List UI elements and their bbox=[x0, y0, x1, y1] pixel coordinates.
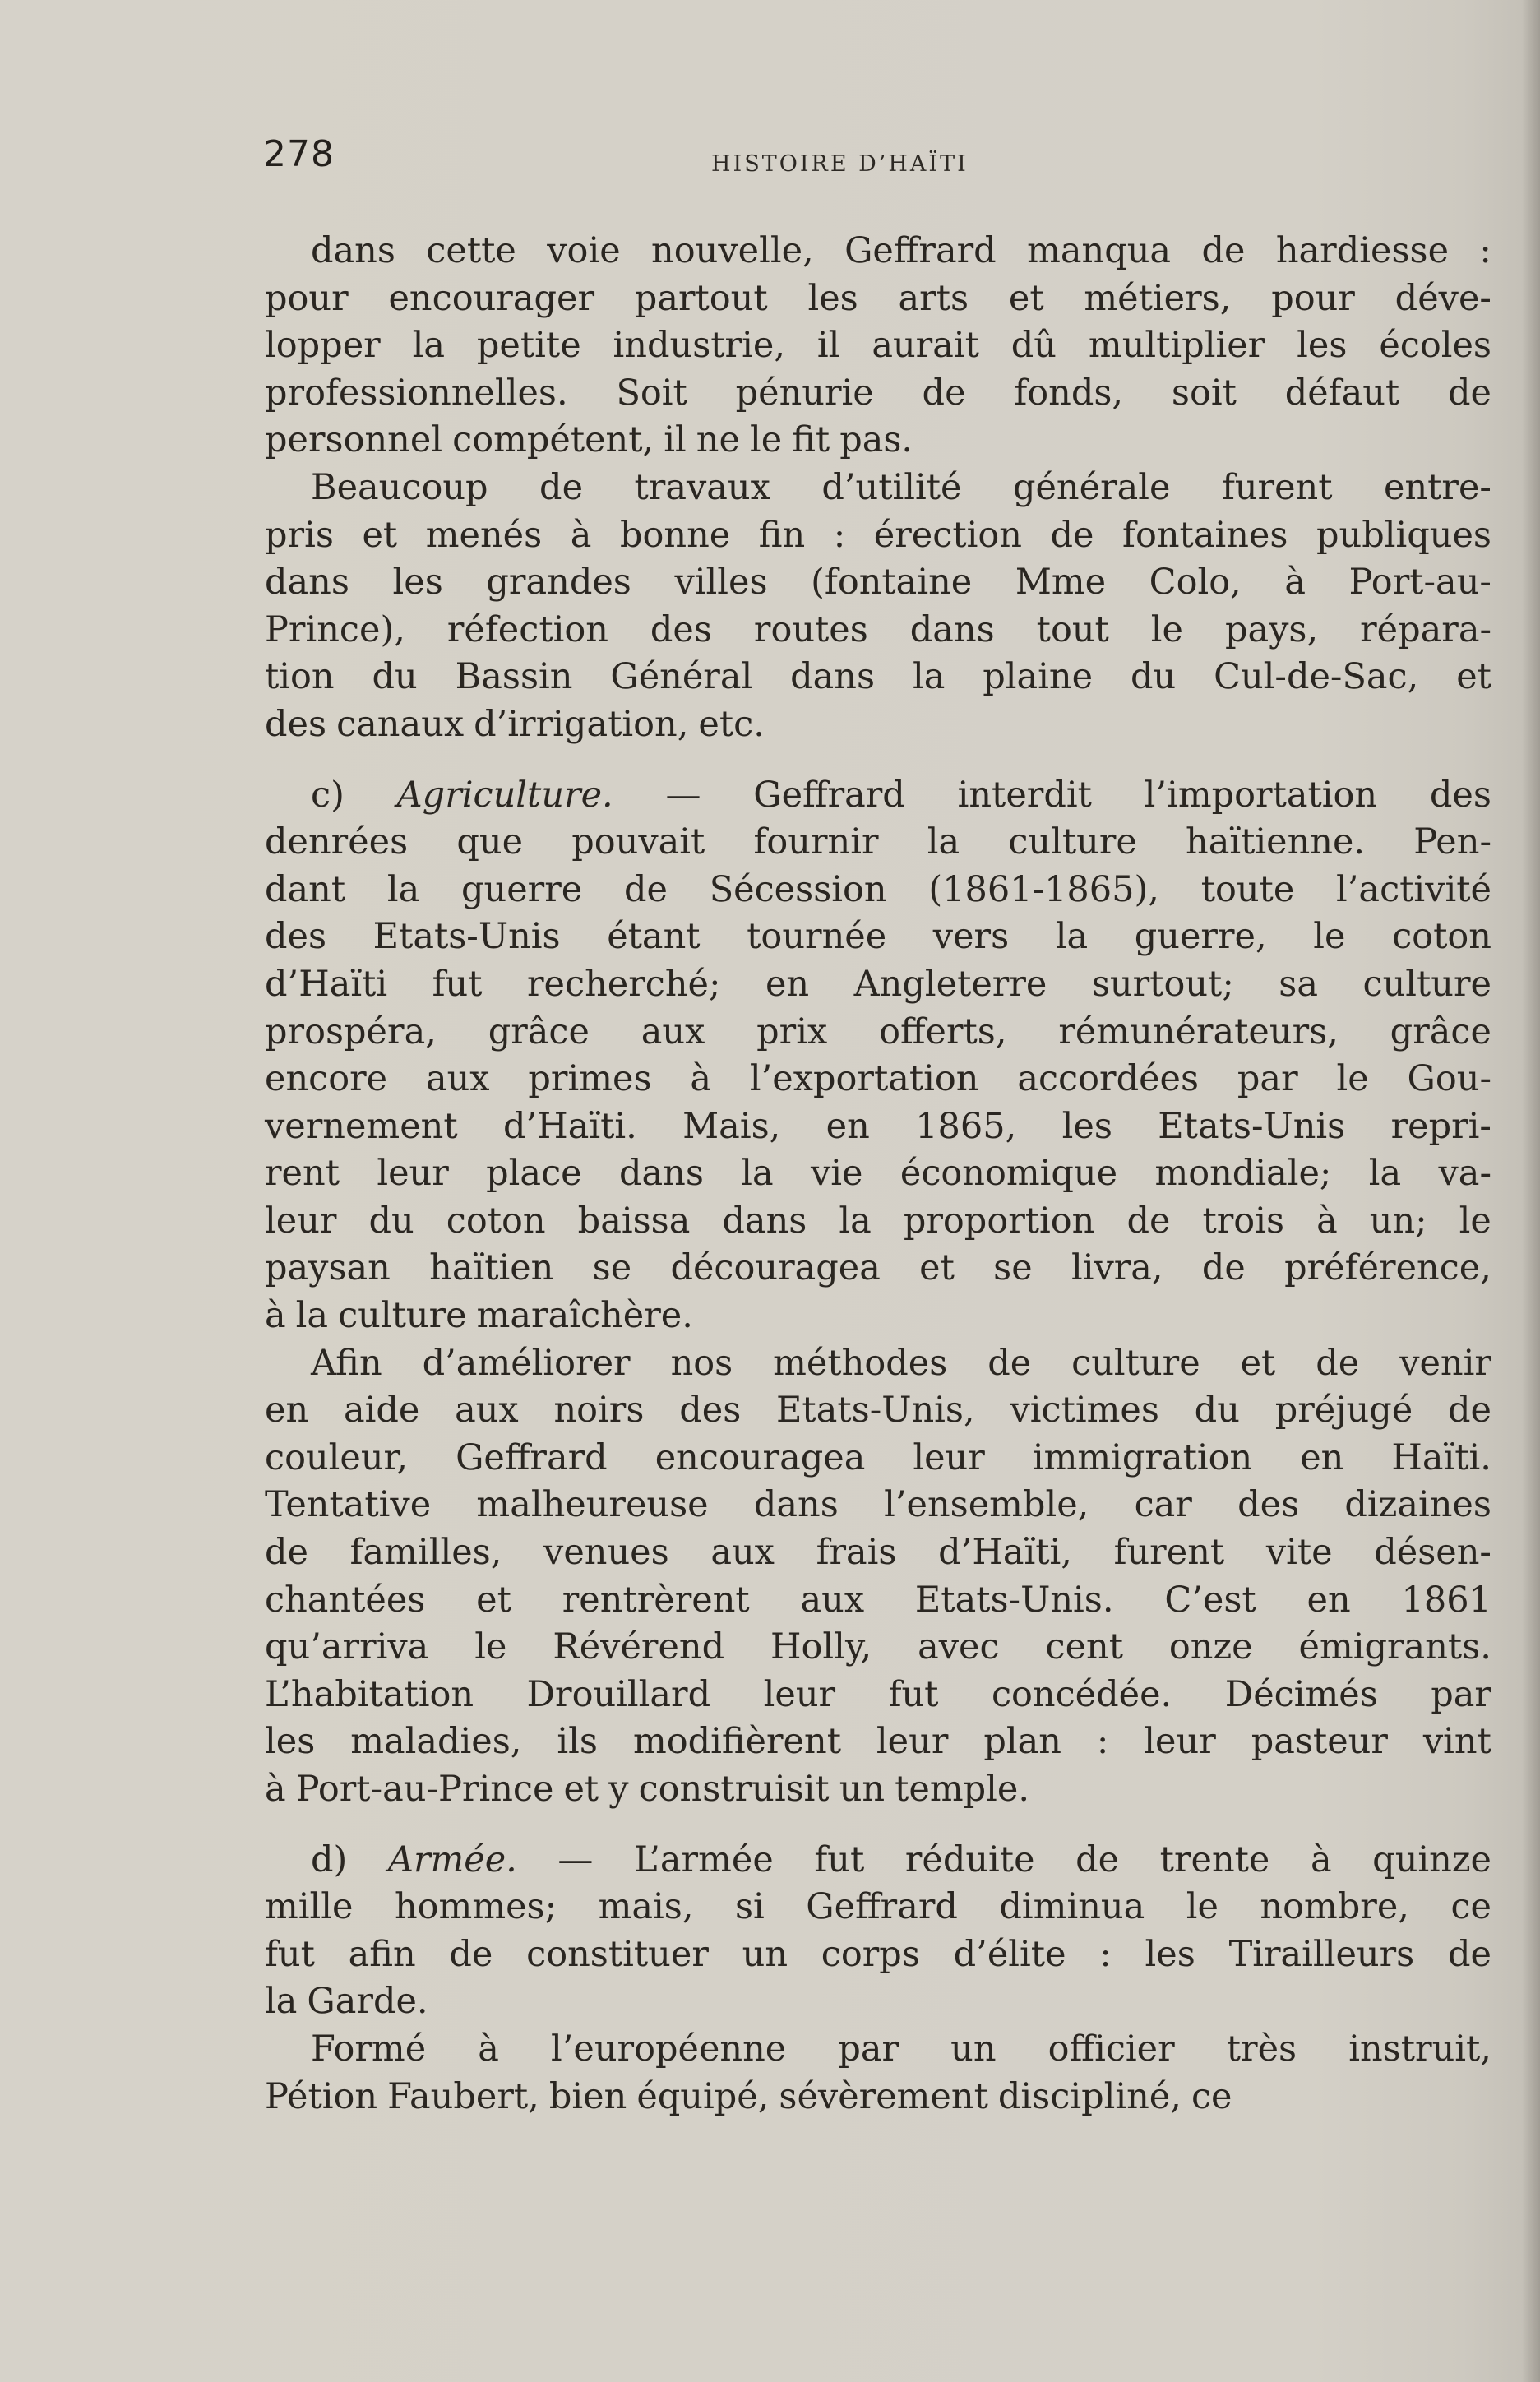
paragraph bbox=[265, 1340, 1491, 1814]
text-body bbox=[265, 228, 1491, 2121]
text-line: Prince), réfection des routes dans tout le pays, répara- bbox=[265, 608, 1491, 650]
section-label: d) bbox=[311, 1839, 348, 1880]
section-label: c) bbox=[311, 774, 345, 816]
text-line: lopper la petite industrie, il aurait dû multiplier les écoles bbox=[265, 325, 1491, 367]
text-line: Beaucoup de travaux d’utilité générale furent entre- bbox=[311, 466, 1491, 508]
text-line: d) Armée. — L’armée fut réduite de trente à quinze bbox=[265, 1837, 1491, 1885]
paragraph bbox=[265, 772, 1491, 1340]
text-line: Formé à l’européenne par un officier très instruit, bbox=[311, 2028, 1491, 2070]
text-line: vernement d’Haïti. Mais, en 1865, les Etats-Unis repri- bbox=[265, 1105, 1491, 1147]
paragraph bbox=[265, 465, 1491, 749]
text-line: tion du Bassin Général dans la plaine du Cul-de-Sac, et bbox=[265, 656, 1491, 698]
paragraph bbox=[265, 228, 1491, 465]
page-header bbox=[263, 133, 1496, 191]
text-line: c) Agriculture. — Geffrard interdit l’importation des bbox=[265, 772, 1491, 820]
text-line: paysan haïtien se découragea et se livra, de préférence, bbox=[265, 1247, 1491, 1289]
text-line: dans cette voie nouvelle, Geffrard manqua de hardiesse : bbox=[311, 230, 1491, 271]
text-line: couleur, Geffrard encouragea leur immigration en Haïti. bbox=[265, 1436, 1491, 1478]
text-line: Afin d’améliorer nos méthodes de culture et de venir bbox=[311, 1342, 1491, 1384]
text-line: des Etats-Unis étant tournée vers la guerre, le coton bbox=[265, 916, 1491, 958]
text-line: des canaux d’irrigation, etc. bbox=[265, 703, 765, 745]
text-line: mille hommes; mais, si Geffrard diminua le nombre, ce bbox=[265, 1886, 1491, 1928]
running-title: HISTOIRE D’HAÏTI bbox=[711, 151, 969, 177]
text-line: chantées et rentrèrent aux Etats-Unis. C’est en 1861 bbox=[265, 1579, 1491, 1621]
text-line: fut afin de constituer un corps d’élite : les Tirailleurs de bbox=[265, 1933, 1491, 1975]
page-edge-shadow bbox=[1522, 0, 1540, 2382]
text-line: encore aux primes à l’exportation accordées par le Gou- bbox=[265, 1058, 1491, 1100]
section-heading: Armée. bbox=[387, 1839, 517, 1880]
text-line: dans les grandes villes (fontaine Mme Colo, à Port-au- bbox=[265, 562, 1491, 604]
text-line: d’Haïti fut recherché; en Angleterre surtout; sa culture bbox=[265, 963, 1491, 1005]
text-line: personnel compétent, il ne le fit pas. bbox=[265, 419, 913, 461]
text-line: à la culture maraîchère. bbox=[265, 1295, 693, 1337]
text-line: la Garde. bbox=[265, 1981, 428, 2023]
text-line: pour encourager partout les arts et métiers, pour déve- bbox=[265, 277, 1491, 319]
text-line: professionnelles. Soit pénurie de fonds, soit défaut de bbox=[265, 372, 1491, 414]
text-line: à Port-au-Prince et y construisit un temple. bbox=[265, 1769, 1030, 1810]
text-line: L’habitation Drouillard leur fut concédée. Décimés par bbox=[265, 1673, 1491, 1715]
text-line: pris et menés à bonne fin : érection de fontaines publiques bbox=[265, 514, 1491, 556]
text-line: prospéra, grâce aux prix offerts, rémunérateurs, grâce bbox=[265, 1011, 1491, 1052]
text-line: leur du coton baissa dans la proportion de trois à un; le bbox=[265, 1200, 1491, 1242]
text-line: Tentative malheureuse dans l’ensemble, car des dizaines bbox=[265, 1484, 1491, 1526]
section-gap bbox=[265, 1814, 1491, 1837]
em-dash: — bbox=[557, 1839, 594, 1880]
paragraph bbox=[265, 1837, 1491, 2026]
text-line: denrées que pouvait fournir la culture haïtienne. Pen- bbox=[265, 821, 1491, 863]
text-line: de familles, venues aux frais d’Haïti, furent vite désen- bbox=[265, 1532, 1491, 1574]
paragraph bbox=[265, 2026, 1491, 2121]
section-gap bbox=[265, 749, 1491, 772]
text-line: rent leur place dans la vie économique mondiale; la va- bbox=[265, 1153, 1491, 1195]
text-line: dant la guerre de Sécession (1861-1865), toute l’activité bbox=[265, 868, 1491, 910]
text-line: en aide aux noirs des Etats-Unis, victimes du préjugé de bbox=[265, 1390, 1491, 1432]
em-dash: — bbox=[665, 774, 701, 816]
page-number: 278 bbox=[263, 133, 335, 175]
text-line: Pétion Faubert, bien équipé, sévèrement discipliné, ce bbox=[265, 2075, 1232, 2117]
text-line: les maladies, ils modifièrent leur plan : leur pasteur vint bbox=[265, 1721, 1491, 1763]
text-line: qu’arriva le Révérend Holly, avec cent onze émigrants. bbox=[265, 1626, 1491, 1668]
section-heading: Agriculture. bbox=[396, 774, 613, 816]
